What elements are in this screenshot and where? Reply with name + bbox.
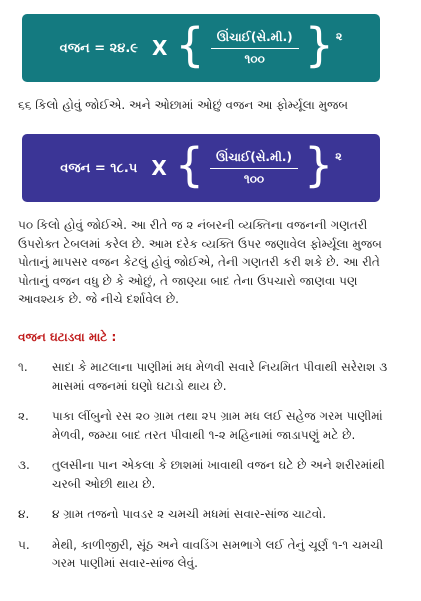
list-number: ૫. (18, 537, 30, 552)
fraction-numerator: ઊંચાઈ(સે.મી.) (210, 150, 298, 169)
formula (59, 18, 343, 72)
list-item (18, 505, 408, 524)
formula-box-min-weight (22, 134, 380, 202)
list-number: ૪. (18, 507, 30, 521)
brace-close: } (303, 138, 334, 192)
formula (60, 138, 342, 192)
list-text: તુલસીના પાન એકલા કે છાશમાં ખાવાથી વજન ઘટે છે અને શરીરમાંથી ચરબી ઓછી થાય છે. (52, 458, 385, 491)
list-item (18, 358, 408, 395)
list-text: મેથી, કાળીજીરી, સૂંઠ અને વાવડિંગ સમભાગે લઈ તેનું ચૂર્ણ ૧-૧ ચમચી ગરમ પાણીમાં સવાર-સાંજ લેવું. (52, 537, 384, 570)
list-number: ૨. (18, 409, 29, 423)
list-text: સાદા કે માટલાના પાણીમાં મધ મેળવી સવારે નિયમિત પીવાથી સરેરાશ ૩ માસમાં વજનમાં ઘણો ઘટાડો થાય છે. (52, 360, 388, 393)
brace-open: { (174, 138, 205, 192)
paragraph-2: ૫૦ કિલો હોવું જોઈએ. આ રીતે જ ૨ નંબરની વ્યક્તિના વજનની ગણતરી ઉપરોક્ત ટેબલમાં કરેલ છે. આમ દરેક વ્યક્તિ ઉપર જણાવેલ ફોર્મ્યૂલા મુજબ પોતાનું માપસર વજન કેટલું હોવું જોઈએ, તેની ગણતરી કરી શકે છે. આ રીતે પોતાનું વજન વધુ છે કે ઓછું, તે જાણ્યા બાદ તેના ઉપચારો જાણવા પણ આવશ્યક છે. જે નીચે દર્શાવેલ છે. (18, 218, 382, 306)
paragraph-1: ૬૬ કિલો હોવું જોઈએ. અને ઓછામાં ઓછું વજન આ ફોર્મ્યૂલા મુજબ (18, 98, 349, 112)
brace-close: } (304, 18, 334, 72)
fraction-numerator: ઊંચાઈ(સે.મી.) (211, 30, 299, 49)
multiply-sign: X (151, 156, 167, 180)
exponent: ૨ (335, 150, 342, 163)
list-item (18, 456, 408, 493)
list-item (18, 536, 408, 573)
formula-lhs: વજન = ૧૮.૫ (60, 160, 138, 176)
fraction-denominator: ૧૦૦ (244, 51, 265, 66)
formula-box-max-weight (22, 14, 380, 82)
list-number: ૩. (18, 458, 30, 472)
remedy-list (18, 358, 408, 585)
exponent: ૨ (335, 30, 343, 43)
list-item (18, 407, 408, 444)
list-text: પાકા લીંબુનો રસ ૨૦ ગ્રામ તથા ૨૫ ગ્રામ મધ લઈ સહેજ ગરમ પાણીમાં મેળવી, જમ્યા બાદ તરત પીવાથી ૧-૨ મહિનામાં જાડાપણું મટે છે. (52, 409, 383, 442)
list-text: ૪ ગ્રામ તજનો પાવડર ૨ ચમચી મધમાં સવાર-સાંજ ચાટવો. (52, 507, 327, 521)
multiply-sign: X (151, 36, 168, 60)
formula-lhs: વજન = ૨૪.૯ (59, 40, 138, 56)
section-heading: વજન ઘટાડવા માટે : (18, 330, 117, 344)
fraction (210, 150, 298, 187)
brace-open: { (175, 18, 205, 72)
fraction-denominator: ૧૦૦ (243, 171, 265, 186)
list-number: ૧. (18, 360, 28, 374)
fraction (211, 30, 299, 67)
